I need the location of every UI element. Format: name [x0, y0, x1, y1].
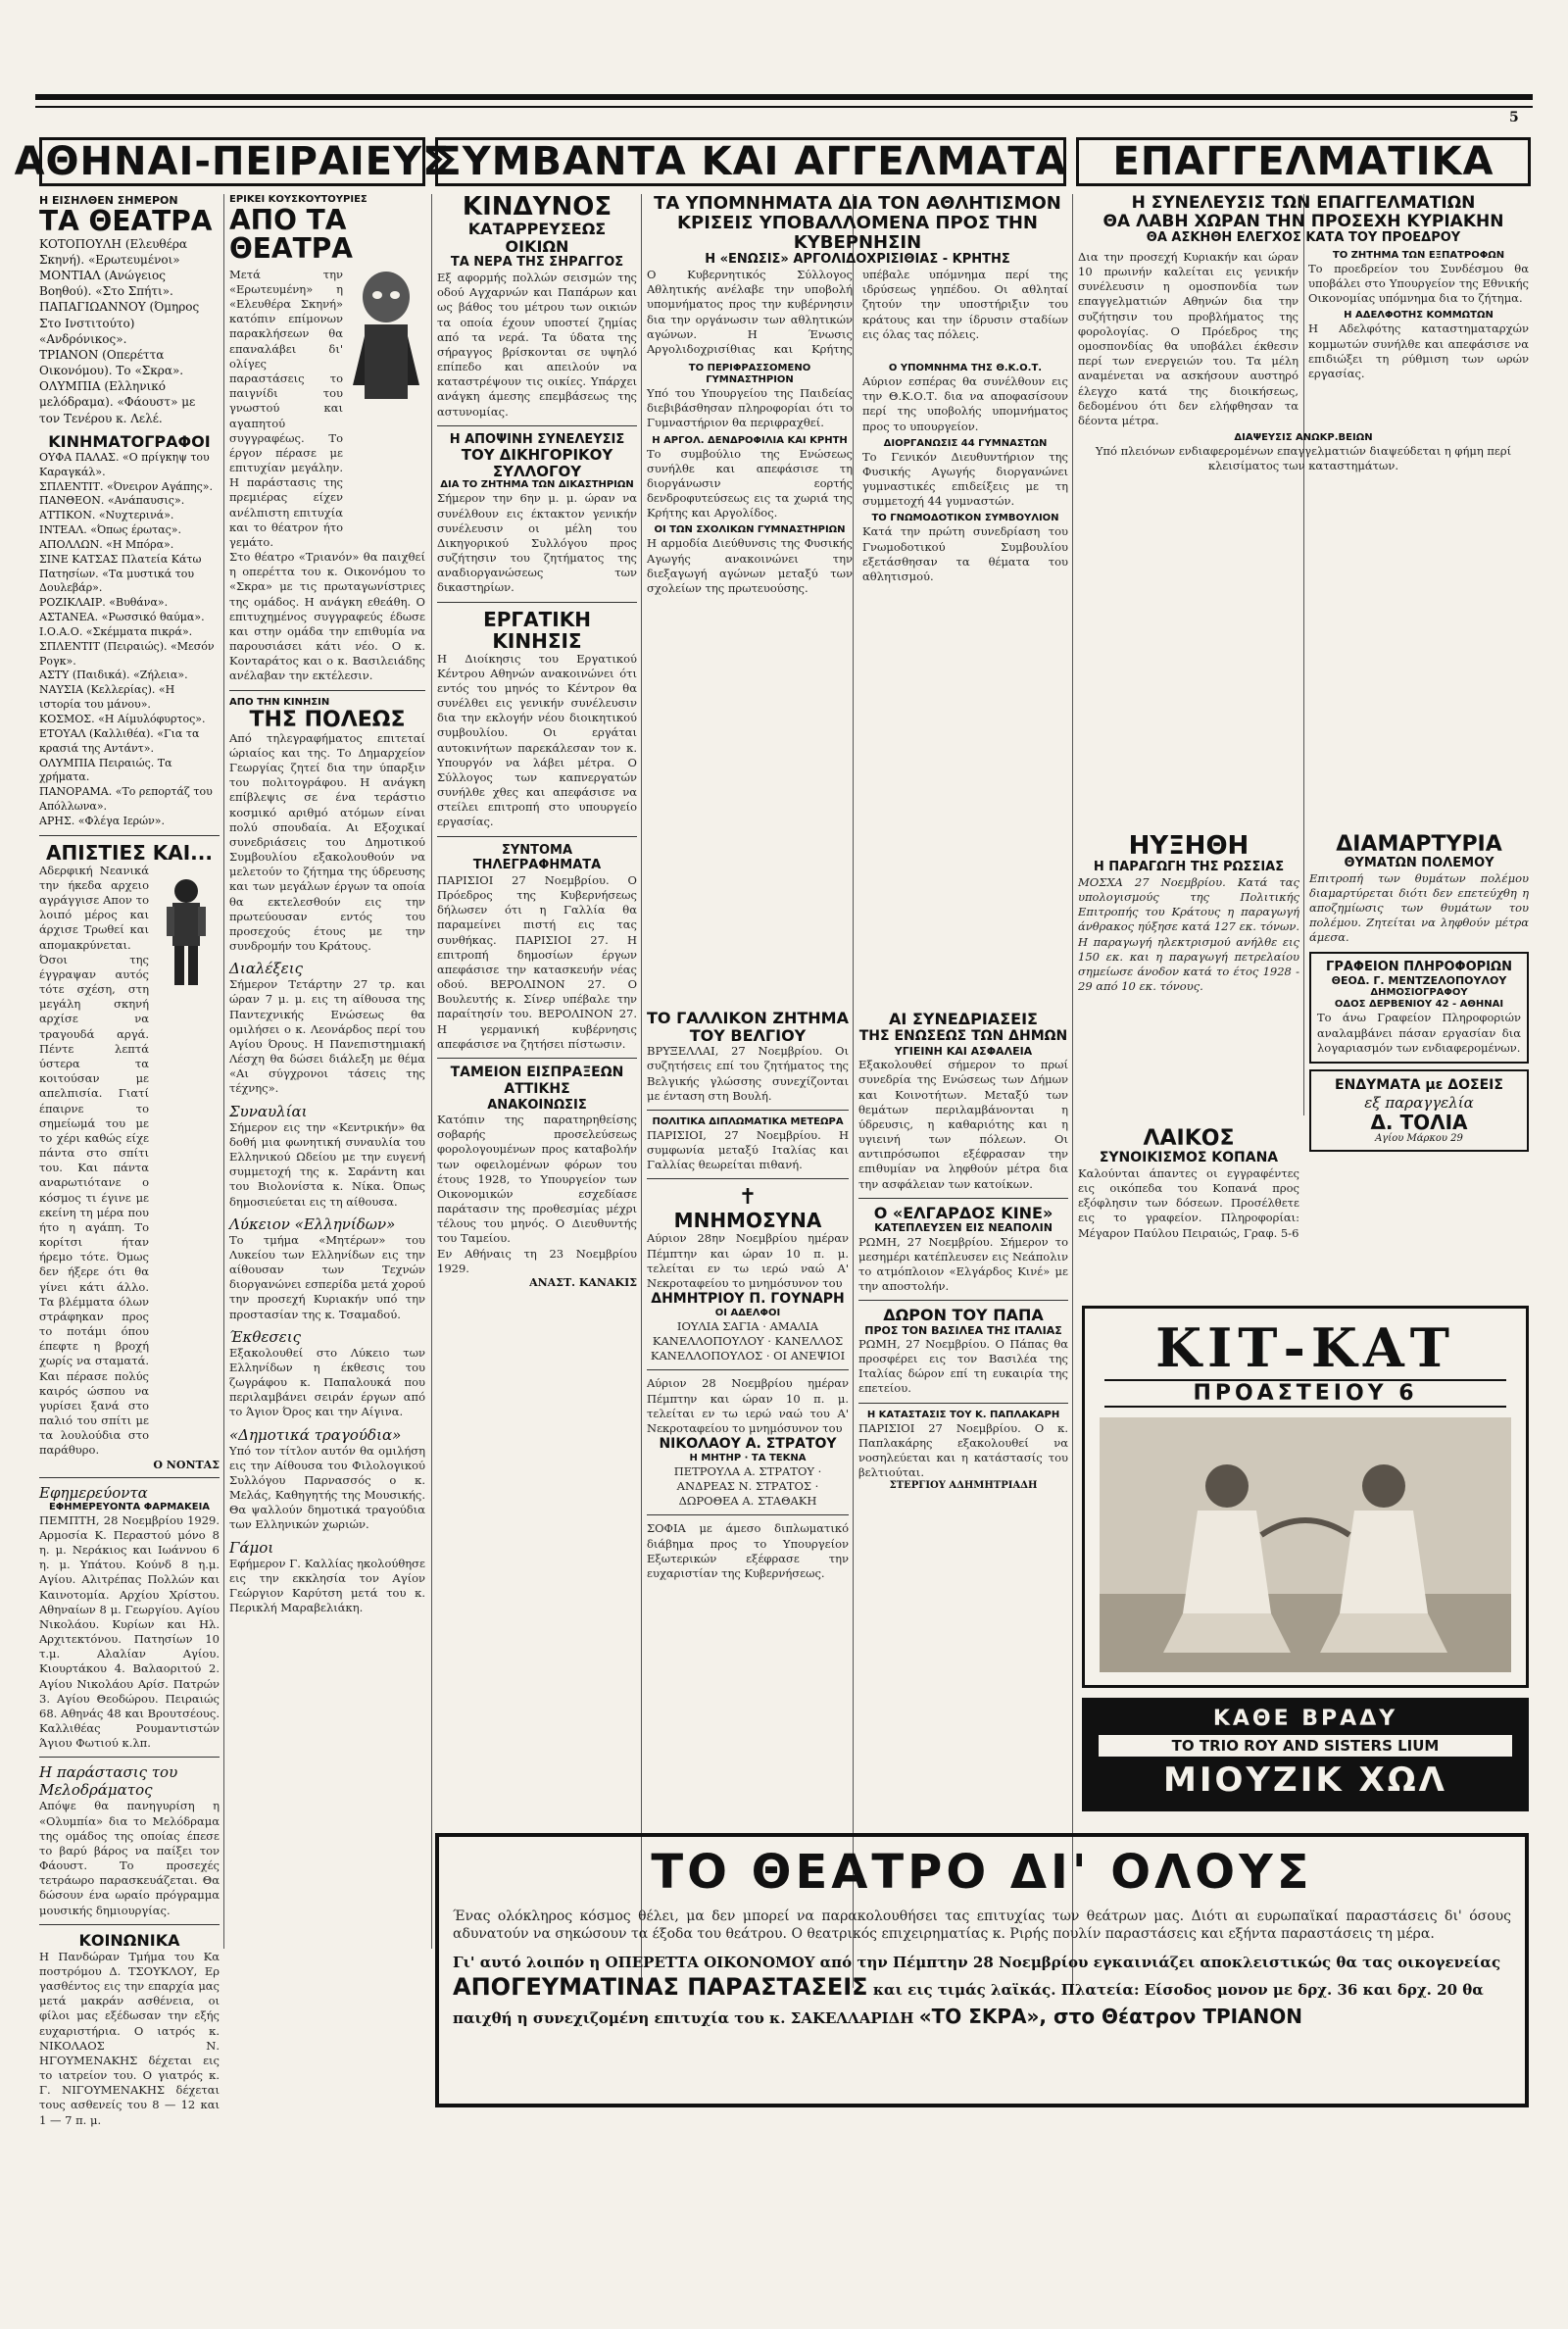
- exhibitions-body: Εξακολουθεί στο Λύκειο των Ελληνίδων η έκθεσις του ζωγράφου κ. Παπαλουκά που περιλαμβάνει σειράν έργων από το Άγιον Όρος και την Αίγινα.: [229, 1345, 425, 1419]
- argolid-title: Η ΑΡΓΟΛ. ΔΕΝΔΡΟΦΙΛΙΑ ΚΑΙ ΚΡΗΤΗ: [652, 434, 848, 446]
- concerts-title: Συναυλίαι: [229, 1102, 308, 1120]
- weddings-body: Εφήμερον Γ. Καλλίας ηκολούθησε εις την εκκλησία τον Αγίον Γεώργιον Καρύτση μετά του κ. Περικλή Μαραβελιάκη.: [229, 1556, 425, 1615]
- theatre-item: ΤΡΙΑΝΟΝ (Οπερέττα Οικονόμου). Το «Σκρα».: [39, 347, 184, 378]
- folk-songs-title: «Δημοτικά τραγούδια»: [229, 1425, 402, 1444]
- lyceum-title: Λύκειον «Ελληνίδων»: [229, 1214, 396, 1233]
- tax-office-title: ΤΑΜΕΙΟΝ ΕΙΣΠΡΑΞΕΩΝ ΑΤΤΙΚΗΣ: [450, 1064, 624, 1097]
- city-kicker: ΑΠΟ ΤΗΝ ΚΙΝΗΣΙΝ: [229, 696, 330, 708]
- cinema-item: ΡΟΖΙΚΛΑΙΡ. «Βυθάνα».: [39, 596, 169, 610]
- ship-subtitle: ΚΑΤΕΠΛΕΥΣΕΝ ΕΙΣ ΝΕΑΠΟΛΙΝ: [874, 1221, 1053, 1235]
- top-rule-thin: [35, 106, 1533, 108]
- cinema-item: ΣΙΝΕ ΚΑΤΣΑΣ Πλατεία Κάτω Πατησίων. «Τα μυστικά του Δουλεβάρ».: [39, 552, 202, 595]
- memorial-1-name: ΔΗΜΗΤΡΙΟΥ Π. ΓΟΥΝΑΡΗ: [651, 1291, 845, 1308]
- theatre-banner-foot-2: και εις τιμάς λαϊκάς. Πλατεία: Είσοδος μονον με δρχ. 36 και δρχ. 20 θα παιχθή η συνεχιζομένη επιτυχία του κ. ΣΑΚΕΛΛΑΡΙΔΗ: [453, 1981, 1484, 2027]
- cinema-item: ΑΣΤΥ (Παιδικά). «Ζήλεια».: [39, 669, 188, 682]
- denial-title: ΔΙΑΨΕΥΣΙΣ ΑΝΩΚΡ.ΒΕΙΩΝ: [1234, 432, 1373, 444]
- column-e: [647, 1010, 849, 1813]
- memorial-1-family: ΙΟΥΛΙΑ ΣΑΓΙΑ · ΑΜΑΛΙΑ ΚΑΝΕΛΛΟΠΟΥΛΟΥ · ΚΑΝΕΛΛΟΣ ΚΑΝΕΛΛΟΠΟΥΛΟΣ · ΟΙ ΑΝΕΨΙΟΙ: [650, 1318, 846, 1363]
- lectures-body: Σήμερον Τετάρτην 27 τρ. και ώραν 7 μ. μ. εις τη αίθουσα της Παντεχνικής Ενώσεως θα ομιλήσει ο κ. Λεονάρδος περί του Αγίου Όρους. Η Πανεπιστημιακή Λέσχη θα δώσει διάλεξη με θέμα «Αι σύγχρονοι τάσεις της τέχνης».: [229, 977, 425, 1096]
- social-title: ΚΟΙΝΩΝΙΚΑ: [78, 1930, 180, 1950]
- column-divider: [223, 194, 224, 1949]
- athletics-memo-body: Ο Κυβερνητικός Σύλλογος Αθλητικής ανέλαβε την υποβολή υπομνήματος προς την κυβέρνησιν δια την οργάνωσιν των αθλητικών αγώνων. Η Ένωσις Αργολιδοχρισίθιας και Κρήτης υπέβαλε υπόμνημα περί της ιδρύσεως γηπέδου. Οι αθληταί ζητούν την υποστήριξιν του κράτους και την ίδρυσιν σταδίων εις όλας τας πόλεις.: [647, 267, 1068, 356]
- pharmacies-title: ΕΦΗΜΕΡΕΥΟΝΤΑ ΦΑΡΜΑΚΕΙΑ: [48, 1501, 211, 1512]
- story-title: ΑΠΙΣΤΙΕΣ ΚΑΙ...: [46, 840, 213, 865]
- kopana-title: ΛΑΙΚΟΣ: [1143, 1126, 1235, 1151]
- concerts-body: Σήμερον εις την «Κεντρικήν» θα δοθή μια φωνητική συναυλία του Ελληνικού Ωδείου με την ευγενή συμμετοχή της κ. Σαράντη και του Βιολονίστα κ. Νίκα. Όπως δημοσιεύεται εις τη αίθουσα.: [229, 1119, 425, 1209]
- city-body: Από τηλεγραφήματος επιτεταί ώριαίος και της. Το Δημαρχείον Γεωργίας ζητεί δια την ύπαρξιν του πολιτογράφου. Η ανάγκη επίβλεψις σε ένα τεράστιο κοσμικό αριθμό ατόμων είναι πολύ σπουδαία. Αι Εξοχικαί συνεδριάσεις του Δημοτικού Συμβουλίου εξακολουθούν να μελετούν το ζήτημα της ύδρευσης και των μεγάλων έργων τα οποία θα εκτελεσθούν εις την πρωτεύουσαν εντός του προσεχούς έτους με την συνδρομήν του Κράτους.: [229, 730, 425, 954]
- cinema-item: ΣΠΛΕΝΤΙΤ (Πειραιώς). «Μεσόν Ρογκ».: [39, 639, 215, 668]
- header-events-announcements: ΣΥΜΒΑΝΤΑ ΚΑΙ ΑΓΓΕΛΜΑΤΑ: [434, 139, 1067, 184]
- story-sign: Ο ΝΟΝΤΑΣ: [153, 1458, 220, 1471]
- exhibitions-title: Έκθεσεις: [229, 1327, 301, 1346]
- top-rule-thick: [35, 94, 1533, 100]
- athletics-memo-subtitle-2: Η «ΕΝΩΣΙΣ» ΑΡΓΟΛΙΔΟΧΡΙΣΙΘΙΑΣ - ΚΡΗΤΗΣ: [705, 252, 1010, 268]
- clothing-ad-subtitle: εξ παραγγελία: [1364, 1093, 1474, 1112]
- cross-icon: ✝: [738, 1185, 758, 1211]
- memorial-2-family: ΠΕΤΡΟΥΛΑ Α. ΣΤΡΑΤΟΥ · ΑΝΔΡΕΑΣ Ν. ΣΤΡΑΤΟΣ · ΔΩΡΟΘΕΑ Α. ΣΤΑΘΑΚΗ: [673, 1463, 822, 1509]
- bar-assembly-subtitle: ΔΙΑ ΤΟ ΖΗΤΗΜΑ ΤΩΝ ΔΙΚΑΣΤΗΡΙΩΝ: [440, 479, 634, 491]
- professionals-assembly-body: Δια την προσεχή Κυριακήν και ώραν 10 πρωινήν καλείται εις γενικήν συνέλευσιν η ομοσπονδία των επαγγελματιών Αθηνών δια την συζήτησιν του προβλήματος της φορολογίας. Ο Πρόεδρος της ομοσπονδίας θα υποβάλει έκθεσιν περί των ενεργειών του. Τα μέλη αναμένεται να ασκήσουν αυστηρό έλεγχο κατά της διοικήσεως, δεδομένου ότι δεν ελήφθησαν τα δέοντα μέτρα.: [1078, 249, 1298, 427]
- danger-kicker: ΚΙΝΔΥΝΟΣ: [462, 192, 612, 222]
- theatre-banner-foot: [453, 1954, 1511, 2029]
- city-title: ΤΗΣ ΠΟΛΕΩΣ: [249, 707, 406, 732]
- theatre-list: [39, 236, 220, 426]
- labour-title: ΕΡΓΑΤΙΚΗ ΚΙΝΗΣΙΣ: [483, 607, 591, 653]
- theatre-item: ΟΛΥΜΠΙΑ (Ελληνικό μελόδραμα). «Φάουστ» με τον Τενέρου κ. Λελέ.: [39, 379, 196, 425]
- denial-body: Υπό πλειόνων ενδιαφερομένων επαγγελματιών διαψεύδεται η φήμη περί κλεισίματος των καταστημάτων.: [1095, 444, 1512, 473]
- professionals-assembly-subtitle-2: ΘΑ ΑΣΚΗΘΗ ΕΛΕΓΧΟΣ ΚΑΤΑ ΤΟΥ ΠΡΟΕΔΡΟΥ: [1146, 230, 1461, 246]
- pharmacies-body: ΠΕΜΠΤΗ, 28 Νοεμβρίου 1929. Αρμοσία Κ. Περαστού μόνο 8 η. μ. Νεράκιος και Ιωάννου 6 η. μ. Υπάτου. Κούνδ 8 η.μ. Αγίου. Αλιτρέπας Πολλών και Καινοτομία. Αρχίου Χρίστου. Αθηναίων 8 μ. Γεωργίου. Αγίου Νικολάου. Κυρίων και Ηλ. Αρχιτεκτόνου. Πατησίων 10 τ.μ. Αλαλίαν Αγίου. Κιουρτάκου 4. Βαλαοριτού 2. Αγίου Νικολάου Αρίσ. Πατρών 3. Αγίου Θεοδώρου. Πειραιώς 68. Αθηνάς 48 και Βρουτσέους. Καλλιθέας Ρουμαντιστών Άγιου Φωτιού κ.λπ.: [39, 1512, 220, 1751]
- tax-office-body: Κατόπιν της παρατηρηθείσης σοβαρής προσελεύσεως φορολογουμένων προς καταβολήν των οφειλομένων φόρων του έτους 1928, το Υπουργείον των Οικονομικών εσχεδίασε παράτασιν της προθεσμίας μέχρι τέλους του μηνός. Ο Διευθυντής του Ταμείου.: [437, 1113, 637, 1246]
- cinemas-title: ΚΙΝΗΜΑΤΟΓΡΑΦΟΙ: [48, 431, 211, 451]
- belgium-title: ΤΟ ΓΑΛΛΙΚΟΝ ΖΗΤΗΜΑ ΤΟΥ ΒΕΛΓΙΟΥ: [647, 1009, 849, 1045]
- column-d: [647, 194, 1068, 998]
- info-office-address: ΟΔΟΣ ΔΕΡΒΕΝΙΟΥ 42 - ΑΘΗΝΑΙ: [1334, 999, 1504, 1011]
- memorial-2-family-title: Η ΜΗΤΗΡ · ΤΑ ΤΕΚΝΑ: [689, 1452, 807, 1463]
- clothing-ad-box: [1309, 1069, 1529, 1152]
- theatre-banner-foot-1: Γι' αυτό λοιπόν η ΟΠΕΡΕΤΤΑ ΟΙΚΟΝΟΜΟΥ από την Πέμπτην 28 Νοεμβρίου εγκαινιάζει αποκλειστικώς θα τας οικογενείας: [453, 1953, 1501, 1971]
- column-divider: [641, 194, 642, 1988]
- sofia-body: ΣΟΦΙΑ με άμεσο διπλωματικό διάβημα προς το Υπουργείον Εξωτερικών εξέφρασε την ευχαριστίαν της Κυβερνήσεως.: [647, 1521, 849, 1580]
- column-c: [437, 194, 637, 1341]
- ship-body: ΡΩΜΗ, 27 Νοεμβρίου. Σήμερον το μεσημέρι κατέπλευσεν εις Νεάπολιν το ατμόπλοιον «Ελγάρδος Κινέ» με την αποστολήν.: [858, 1234, 1068, 1294]
- column-h: [1078, 833, 1299, 1117]
- hairdressers-body: Η Αδελφότης καταστηματαρχών κομμωτών συνήλθε και απεφάσισε να επιδιώξει τη ρύθμιση των ωρών εργασίας.: [1308, 322, 1529, 380]
- column-divider: [1072, 194, 1073, 1988]
- cinema-item: Ι.Ο.Α.Ο. «Σκέμματα πικρά».: [39, 624, 193, 638]
- music-hall-performers: TO TRIO ROY AND SISTERS LIUM: [1099, 1735, 1512, 1757]
- athletics-memo-title: ΤΑ ΥΠΟΜΝΗΜΑΤΑ ΔΙΑ ΤΟΝ ΑΘΛΗΤΙΣΜΟΝ: [654, 193, 1061, 214]
- ship-title: Ο «ΕΛΓΑΡΔΟΣ ΚΙΝΕ»: [873, 1203, 1054, 1222]
- pope-gift-body: ΡΩΜΗ, 27 Νοεμβρίου. Ο Πάπας θα προσφέρει εις τον Βασιλέα της Ιταλίας δώρον επί τη ευκαιρία της επετείου.: [858, 1336, 1068, 1396]
- cinema-item: ΑΠΟΛΛΩΝ. «Η Μπόρα».: [39, 537, 174, 551]
- theatre-item: ΚΟΤΟΠΟΥΛΗ (Ελευθέρα Σκηνή). «Ερωτευμένοι»: [39, 236, 187, 267]
- kopana-body: Καλούνται άπαντες οι εγγραφέντες εις οικόπεδα του Κοπανά προς εξόφλησιν των δόσεων. Προσέλθετε εις το γραφείον. Πληροφορίαι: Μέγαρον Παύλου Πειραιώς, Γραφ. 5-6: [1078, 1165, 1299, 1240]
- theatres-kicker: Η ΕΙΣΗΛΘΕΝ ΣΗΜΕΡΟΝ: [39, 194, 178, 207]
- kopana-subtitle: ΣΥΝΟΙΚΙΣΜΟΣ ΚΟΠΑΝΑ: [1099, 1150, 1279, 1166]
- theatre-news-kicker: ΕΡΙΚΕΙ ΚΟΥΣΚΟΥΤΟΥΡΙΕΣ: [229, 194, 368, 205]
- cinema-item: ΑΤΤΙΚΟΝ. «Νυχτερινά».: [39, 509, 174, 522]
- info-office-title: ΓΡΑΦΕΙΟΝ ΠΛΗΡΟΦΟΡΙΩΝ: [1326, 959, 1512, 974]
- tkot-memo-body: Αύριον εσπέρας θα συνέλθουν εις την Θ.Κ.Ο.Τ. δια να αποφασίσουν περί της υποβολής υπομνήματος προς το υπουργείον.: [862, 374, 1068, 433]
- paplakaris-title: Η ΚΑΤΑΣΤΑΣΙΣ ΤΟΥ Κ. ΠΑΠΛΑΚΑΡΗ: [866, 1409, 1060, 1420]
- column-g: [1078, 194, 1529, 821]
- kitkat-subtitle: ΠΡΟΑΣΤΕΙΟΥ 6: [1104, 1379, 1506, 1408]
- belgium-body: ΒΡΥΞΕΛΛΑΙ, 27 Νοεμβρίου. Οι συζητήσεις επί του ζητήματος της Βελγικής γλώσσης συνεχίζονται με ένταση στη Βουλή.: [647, 1044, 849, 1103]
- pope-gift-title: ΔΩΡΟΝ ΤΟΥ ΠΑΠΑ: [883, 1306, 1044, 1325]
- lectures-title: Διαλέξεις: [229, 960, 303, 978]
- column-j: [1078, 1127, 1299, 1304]
- gymnasts-title: ΔΙΟΡΓΑΝΩΣΙΣ 44 ΓΥΜΝΑΣΤΩΝ: [883, 437, 1048, 449]
- cinema-item: ΠΑΝΟΡΑΜΑ. «Το ρεπορτάζ του Απόλλωνα».: [39, 785, 213, 814]
- gym-fence-title: ΤΟ ΠΕΡΙΦΡΑΣΣΟΜΕΝΟ ΓΥΜΝΑΣΤΗΡΙΟΝ: [688, 363, 811, 386]
- athletics-memo-subtitle: ΚΡΙΣΕΙΣ ΥΠΟΒΑΛΛΟΜΕΝΑ ΠΡΟΣ ΤΗΝ ΚΥΒΕΡΝΗΣΙΝ: [677, 212, 1038, 253]
- municipal-body: Εξακολουθεί σήμερον το πρωί συνεδρία της Ενώσεως των Δήμων και Κοινοτήτων. Μεταξύ των θεμάτων περιλαμβάνονται η ύδρευσις, η καθαριότης και η υγιεινή των πόλεων. Οι αντιπρόσωποι εξέφρασαν την επιθυμίαν να ληφθούν μέτρα δια την ασφάλειαν των κατοίκων.: [858, 1058, 1068, 1191]
- municipal-subtitle: ΥΓΙΕΙΝΗ ΚΑΙ ΑΣΦΑΛΕΙΑ: [894, 1044, 1033, 1058]
- war-victims-body: Επιτροπή των θυμάτων πολέμου διαμαρτύρεται διότι δεν επετεύχθη η αποζημίωσις των θυμάτων του πολέμου. Ζητείται να ληφθούν μέτρα άμεσα.: [1309, 870, 1529, 945]
- russia-body: ΜΟΣΧΑ 27 Νοεμβρίου. Κατά τας υπολογισμούς της Πολιτικής Επιτροπής του Κράτους η παραγωγή άνθρακος ηύξησε κατά 127 εκ. τόνων. Η παραγωγή ηλεκτρισμού ανήλθε εις 150 εκ. και η παραγωγή πετρελαίου σημείωσε άνοδον κατά το έτος 1928 - 29 από 10 εκ. τόνους.: [1078, 874, 1299, 994]
- music-hall-name: ΜΙΟΥΖΙΚ ΧΩΛ: [1163, 1760, 1447, 1800]
- diplomatic-body: ΠΑΡΙΣΙΟΙ, 27 Νοεμβρίου. Η συμφωνία μεταξύ Ιταλίας και Γαλλίας θεωρείται πιθανή.: [647, 1127, 849, 1172]
- melodrama-body: Απόψε θα πανηγυρίση η «Ολυμπία» δια το Μελόδραμα της ομάδος της οποίας έπεσε το βαρύ βάρος να παίξει τον Φάουστ. Το προσεχές τετράωρο παρασκευάζεται. Θα δώσουν ένα ωραίο πρόγραμμα μουσικής δημιουργίας.: [39, 1799, 220, 1917]
- russia-title: ΗΥΞΗΘΗ: [1128, 831, 1250, 861]
- expatriates-title: ΤΟ ΖΗΤΗΜΑ ΤΩΝ ΕΞΠΑΤΡΟΦΩΝ: [1332, 249, 1505, 261]
- advisory-council-title: ΤΟ ΓΝΩΜΟΔΟΤΙΚΟΝ ΣΥΜΒΟΥΛΙΟΝ: [871, 513, 1059, 524]
- cinema-item: ΟΥΦΑ ΠΑΛΑΣ. «Ο πρίγκηψ του Καραγκάλ».: [39, 450, 210, 478]
- danger-body: Εξ αφορμής πολλών σεισμών της οδού Αγχαρνών και Παπάρων και ως βάθος του μέτρου των οικιών τα οποία έχουν υποστεί ζημίας από τα νερά. Τα ύδατα της σήραγγος βρίσκονται σε υψηλό επίπεδο και απειλούν να καταστρέψουν τις οικίες. Υπάρχει ανάγκη άμεσης επεμβάσεως της αστυνομίας.: [437, 271, 637, 419]
- cartoon-man-illustration: [153, 873, 220, 991]
- memorial-1-family-title: ΟΙ ΑΔΕΛΦΟΙ: [714, 1307, 781, 1318]
- gymnasts-body: Το Γενικόν Διευθυντήριον της Φυσικής Αγωγής διοργανώνει γυμναστικές επιδείξεις με τη συμμετοχή 44 γυμναστών.: [862, 449, 1068, 509]
- memorial-1-body: Αύριον 28ην Νοεμβρίου ημέραν Πέμπτην και ώραν 10 π. μ. τελείται εν τω ιερώ ναώ Α' Νεκροταφείου το μνημόσυνον του: [647, 1231, 849, 1290]
- danger-title: ΚΑΤΑΡΡΕΥΣΕΩΣ ΟΙΚΙΩΝ: [467, 220, 607, 256]
- info-office-owner: ΘΕΟΔ. Γ. ΜΕΝΤΖΕΛΟΠΟΥΛΟΥ: [1331, 974, 1507, 988]
- school-gyms-body: Η αρμοδία Διεύθυνσις της Φυσικής Αγωγής ανακοινώνει την διεξαγωγή αγώνων μεταξύ των σχολείων της πρωτευούσης.: [647, 536, 853, 595]
- cinema-item: ΙΝΤΕΑΛ. «Όπως έρωτας».: [39, 523, 182, 537]
- professionals-assembly-title: Η ΣΥΝΕΛΕΥΣΙΣ ΤΩΝ ΕΠΑΓΓΕΛΜΑΤΙΩΝ: [1131, 193, 1476, 213]
- hairdressers-title: Η ΑΔΕΛΦΟΤΗΣ ΚΟΜΜΩΤΩΝ: [1344, 310, 1494, 322]
- column-b: [229, 194, 425, 1949]
- memorials-title: ΜΝΗΜΟΣΥΝΑ: [673, 1209, 822, 1233]
- social-body: Η Πανδώραν Τμήμα του Κα ποστρόμου Δ. ΤΣΟΥΚΛΟΥ, Ερ γασθέντος εις την επαρχία μας μετά μακράν ασθένεια, οι φίλοι μας εξέδωσαν την εξής ευχαριστήρια. Ο ιατρός κ. ΝΙΚΟΛΑΟΣ Ν. ΗΓΟΥΜΕΝΑΚΗΣ δέχεται εις το ιατρείον του. Ο γιατρός κ. Γ. ΝΙΓΟΥΜΕΝΑΚΗΣ δέχεται τους ασθενείς του 8 — 12 και 1 — 7 π. μ.: [39, 1949, 220, 2127]
- theatre-banner: [435, 1833, 1529, 2107]
- tax-office-date: Εν Αθήναις τη 23 Νοεμβρίου 1929.: [437, 1246, 637, 1275]
- cinema-item: ΝΑΥΣΙΑ (Κελλερίας). «Η ιστορία του μάνου».: [39, 683, 175, 712]
- info-office-profession: ΔΗΜΟΣΙΟΓΡΑΦΟΥ: [1370, 987, 1468, 999]
- bar-assembly-body: Σήμερον την 6ην μ. μ. ώραν να συνέλθουν εις έκτακτον γενικήν συνέλευσιν οι μέλη του Δικηγορικού Συλλόγου προς συζήτησιν του ζητήματος της αναδιοργανώσεως των δικαστηρίων.: [437, 491, 637, 595]
- paplakaris-sign: ΣΤΕΡΓΙΟΥ ΑΔΗΜΗΤΡΙΑΔΗ: [889, 1480, 1038, 1492]
- folk-songs-body: Υπό τον τίτλον αυτόν θα ομιλήση εις την Αίθουσα του Φιλολογικού Συλλόγου Παρνασσός ο κ. Μελάς, Καθηγητής της Μουσικής. Θα ψαλλούν δημοτικά τραγούδια των Ελληνικών χωριών.: [229, 1443, 425, 1532]
- cinema-item: ΟΛΥΜΠΙΑ Πειραιώς. Τα χρήματα.: [39, 756, 172, 784]
- cinema-list: [39, 451, 220, 829]
- tkot-memo-title: Ο ΥΠΟΜΝΗΜΑ ΤΗΣ Θ.Κ.Ο.Τ.: [888, 363, 1043, 374]
- theatre-news-intro: Μετά την «Ερωτευμένη» η «Ελευθέρα Σκηνή» κατόπιν επίμονων παρακλήσεων θα επαναλάβει δι' ολίγες παραστάσεις το παιγνίδι του γνωστού και αγαπητού συγγραφέως. Το έργον πέρασε με επιτυχίαν μεγάλην. Η παράστασις της πρεμιέρας είχεν ανέλπιστη επιτυχία και το θέατρον ήτο γεμάτο.: [229, 267, 343, 549]
- clothing-ad-address: Αγίου Μάρκου 29: [1375, 1132, 1463, 1144]
- header-professional: ΕΠΑΓΓΕΛΜΑΤΙΚΑ: [1076, 137, 1531, 186]
- cinema-item: ΕΤΟΥΑΛ (Καλλιθέα). «Για τα κρασιά της Αντάντ».: [39, 726, 200, 755]
- theatre-news-body: Στο θέατρο «Τριανόν» θα παιχθεί η οπερέττα του κ. Οικονόμου το «Σκρα» με τις πρωταγωνίστριες της ομάδος. Η ανάγκη εθεάθη. Ο επιτυχημένος συγγραφεύς έδωσε και στην ομάδα την επιθυμία να παρουσιάσει κάτι νέο. Ο κ. Κονταράτος και ο κ. Βασιλειάδης ανέλαβαν την εκτέλεσιν.: [229, 550, 425, 683]
- pharmacies-kicker: Εφημερεύοντα: [39, 1483, 148, 1502]
- cinema-item: ΠΑΝΘΕΟΝ. «Ανάπαυσις».: [39, 494, 185, 508]
- kitkat-title: ΚΙΤ-ΚΑΤ: [1155, 1316, 1455, 1379]
- kitkat-ad: [1082, 1306, 1529, 1688]
- cinema-item: ΑΡΗΣ. «Φλέγα Ιερών».: [39, 814, 166, 827]
- theatre-item: ΠΑΠΑΓΙΩΑΝΝΟΥ (Όμηρος Στο Ινστιτούτο) «Ανδρόνικος».: [39, 300, 200, 346]
- theatres-title: ΤΑ ΘΕΑΤΡΑ: [39, 205, 213, 238]
- column-i: [1309, 833, 1529, 1284]
- info-office-body: Το άνω Γραφείον Πληροφοριών αναλαμβάνει πάσαν εργασίαν δια λογαριασμόν των ενδιαφερομένων.: [1317, 1011, 1521, 1055]
- memorial-2-name: ΝΙΚΟΛΑΟΥ Α. ΣΤΡΑΤΟΥ: [659, 1436, 837, 1453]
- column-f: [858, 1010, 1068, 1813]
- lyceum-body: Το τμήμα «Μητέρων» του Λυκείου των Ελληνίδων εις την αίθουσαν των Τεχνών διοργανώνει εσπερίδα μετά χορού την προσεχή Κυριακήν υπό την προστασίαν της κ. Τσαμαδού.: [229, 1232, 425, 1321]
- school-gyms-title: ΟΙ ΤΩΝ ΣΧΟΛΙΚΩΝ ΓΥΜΝΑΣΤΗΡΙΩΝ: [654, 524, 846, 536]
- diplomatic-title: ΠΟΛΙΤΙΚΑ ΔΙΠΛΩΜΑΤΙΚΑ ΜΕΤΕΩΡΑ: [652, 1115, 844, 1127]
- theatre-item: ΜΟΝΤΙΑΛ (Ανώγειος Βοηθού). «Στο Σπήτι».: [39, 268, 173, 299]
- header-athens-piraeus: ΑΘΗΝΑΙ-ΠΕΙΡΑΙΕΥΣ: [14, 139, 451, 184]
- municipal-kicker: ΑΙ ΣΥΝΕΔΡΙΑΣΕΙΣ: [889, 1010, 1038, 1028]
- bar-assembly-title: ΤΟΥ ΔΙΚΗΓΟΡΙΚΟΥ ΣΥΛΛΟΓΟΥ: [461, 446, 613, 480]
- theatre-banner-title: ΤΟ ΘΕΑΤΡΟ ΔΙ' ΟΛΟΥΣ: [651, 1845, 1313, 1900]
- theatre-banner-highlight: ΑΠΟΓΕΥΜΑΤΙΝΑΣ ΠΑΡΑΣΤΑΣΕΙΣ: [453, 1973, 868, 2002]
- clothing-ad-name: Δ. ΤΟΛΙΑ: [1370, 1110, 1468, 1134]
- telegrams-title: ΣΥΝΤΟΜΑ ΤΗΛΕΓΡΑΦΗΜΑΤΑ: [472, 842, 602, 873]
- music-hall-ad: [1082, 1698, 1529, 1811]
- melodrama-title: Η παράστασις του Μελοδράματος: [39, 1763, 178, 1800]
- tax-office-subtitle: ΑΝΑΚΟΙΝΩΣΙΣ: [487, 1097, 587, 1113]
- paplakaris-body: ΠΑΡΙΣΙΟΙ 27 Νοεμβρίου. Ο κ. Παπλακάρης εξακολουθεί να νοσηλεύεται και η κατάστασίς του βελτιούται.: [858, 1420, 1068, 1480]
- danger-subtitle: ΤΑ ΝΕΡΑ ΤΗΣ ΣΗΡΑΓΓΟΣ: [450, 255, 624, 271]
- advisory-council-body: Κατά την πρώτη συνεδρίαση του Γνωμοδοτικού Συμβουλίου εξετάσθησαν τα θέματα του αθλητισμού.: [862, 524, 1068, 583]
- professionals-assembly-subtitle: ΘΑ ΛΑΒΗ ΧΩΡΑΝ ΤΗΝ ΠΡΟΣΕΧΗ ΚΥΡΙΑΚΗΝ: [1102, 211, 1504, 231]
- theatre-banner-body: Ένας ολόκληρος κόσμος θέλει, μα δεν μπορεί να παρακολουθήσει τας επιτυχίας των θεάτρων μας. Διότι αι ευρωπαϊκαί παραστάσεις δι' όσους αδυνατούν να σηκώσουν τα έξοδα του θεάτρου. Ο θεατρικός επιχειρηματίας κ. Ριρής πουλίν παραστάσεις και εξήντα παραστάσεις τη μέρα.: [453, 1908, 1511, 1943]
- column-a: [39, 194, 220, 2127]
- argolid-body: Το συμβούλιο της Ενώσεως συνήλθε και απεφάσισε τη διοργάνωσιν εορτής δενδροφυτεύσεως εις τα χωριά της Κρήτης και Αργολίδος.: [647, 446, 853, 520]
- masked-figure-illustration: [347, 268, 425, 405]
- story-body: Αδερφική Νεανικά την ήκεδα αρχειο αγράγγισε Απον το λοιπό μέρος και άρχισε Τρωθεί και απομακρύνεται. Όσοι της έγγραψαν αυτός τότε σχέση, στη μεγάλη σκηνή αρχίσε να τραγουδά αργά. Πέντε λεπτά ύστερα τα κοιτούσαν με απελπισία. Γιατί έπαιρνε το σημείωμά του με το χέρι καθώς είχε πάντα στο σπίτι του. Και πάντα αναρωτιότανε ο κόσμος τι έγινε με εκείνη τη μέρα που ήτο η αγάπη. Το κορίτσι ήταν ήρεμο τότε. Όμως δεν ήξερε ότι θα γίνει κάτι άλλο. Τα βλέμματα όλων στράφηκαν προς το ποτάμι όπου έπεφτε η βροχή χωρίς να σταματά. Και πέρασε πολύς καιρός ώσπου να γυρίσει ξανά στο παλιό του σπίτι με τα λουλούδια στο παράθυρο.: [39, 863, 149, 1458]
- dancers-photo: [1100, 1417, 1511, 1672]
- tax-office-sign: ΑΝΑΣΤ. ΚΑΝΑΚΙΣ: [529, 1275, 637, 1289]
- weddings-title: Γάμοι: [229, 1538, 274, 1557]
- column-divider: [431, 194, 432, 1949]
- municipal-title: ΤΗΣ ΕΝΩΣΕΩΣ ΤΩΝ ΔΗΜΩΝ: [858, 1028, 1068, 1045]
- cinema-item: ΚΟΣΜΟΣ. «Η Αίμυλόφυρτος».: [39, 713, 206, 726]
- cinema-item: ΑΣΤΑΝΕΑ. «Ρωσσικό θαύμα».: [39, 611, 205, 624]
- expatriates-body: Το προεδρείον του Συνδέσμου θα υποβάλει στο Υπουργείον της Εθνικής Οικονομίας υπόμνημα δια το ζήτημα.: [1308, 261, 1529, 306]
- bar-assembly-kicker: Η ΑΠΟΨΙΝΗ ΣΥΝΕΛΕΥΣΙΣ: [449, 431, 625, 447]
- war-victims-title: ΔΙΑΜΑΡΤΥΡΙΑ: [1336, 832, 1502, 857]
- war-victims-subtitle: ΘΥΜΑΤΩΝ ΠΟΛΕΜΟΥ: [1344, 856, 1494, 871]
- labour-body: Η Διοίκησις του Εργατικού Κέντρου Αθηνών ανακοινώνει ότι εντός του μηνός το Κέντρον θα συνέλθει εις γενικήν συνέλευσιν δια την εκλογήν νέου διοικητικού συμβουλίου. Οι εργάται αυτοκινήτων παρεκάλεσαν τον κ. Υπουργόν να λάβει μέτρα. Ο Σύλλογος των καπνεργατών συνήλθε χθες και απεφάσισε να στείλει επιτροπή στο υπουργείο εργασίας.: [437, 651, 637, 829]
- theatre-news-title: ΑΠΟ ΤΑ ΘΕΑΤΡΑ: [229, 204, 353, 266]
- memorial-2-body: Αύριον 28 Νοεμβρίου ημέραν Πέμπτην και ώραν 10 π. μ. τελείται εν τω ιερώ ναώ του Α' Νεκροταφείου το μνημόσυνον του: [647, 1376, 849, 1435]
- cinema-item: ΣΠΛΕΝΤΙΤ. «Όνειρον Αγάπης».: [39, 479, 214, 493]
- telegrams-body: ΠΑΡΙΣΙΟΙ 27 Νοεμβρίου. Ο Πρόεδρος της Κυβερνήσεως δήλωσεν ότι η Γαλλία θα παραμείνει πιστή εις τας συνθήκας. ΠΑΡΙΣΙΟΙ 27. Η επιτροπή δημοσίων έργων απεφάσισε την κατασκευήν νέας οδού. ΒΕΡΟΛΙΝΟΝ 27. Ο Βουλευτής κ. Σίνερ υπέβαλε την παραίτησίν του. ΒΕΡΟΛΙΝΟΝ 27. Η γερμανική κυβέρνησις απεφάσισε να ζητήσει πίστωσιν.: [437, 872, 637, 1051]
- clothing-ad-title: ΕΝΔΥΜΑΤΑ με ΔΟΣΕΙΣ: [1335, 1076, 1503, 1093]
- info-office-box: [1309, 952, 1529, 1064]
- gym-fence-body: Υπό του Υπουργείου της Παιδείας διεβιβάσθησαν πληροφορίαι ότι το Γυμναστήριον θα περιφραχθεί.: [647, 386, 853, 430]
- page-number: 5: [1509, 110, 1519, 125]
- russia-subtitle: Η ΠΑΡΑΓΩΓΗ ΤΗΣ ΡΩΣΣΙΑΣ: [1093, 860, 1285, 875]
- theatre-banner-foot-3: «ΤΟ ΣΚΡΑ», στο Θέατρον ΤΡΙΑΝΟΝ: [918, 2004, 1303, 2028]
- music-hall-top: ΚΑΘΕ ΒΡΑΔΥ: [1212, 1707, 1398, 1731]
- pope-gift-subtitle: ΠΡΟΣ ΤΟΝ ΒΑΣΙΛΕΑ ΤΗΣ ΙΤΑΛΙΑΣ: [864, 1323, 1062, 1337]
